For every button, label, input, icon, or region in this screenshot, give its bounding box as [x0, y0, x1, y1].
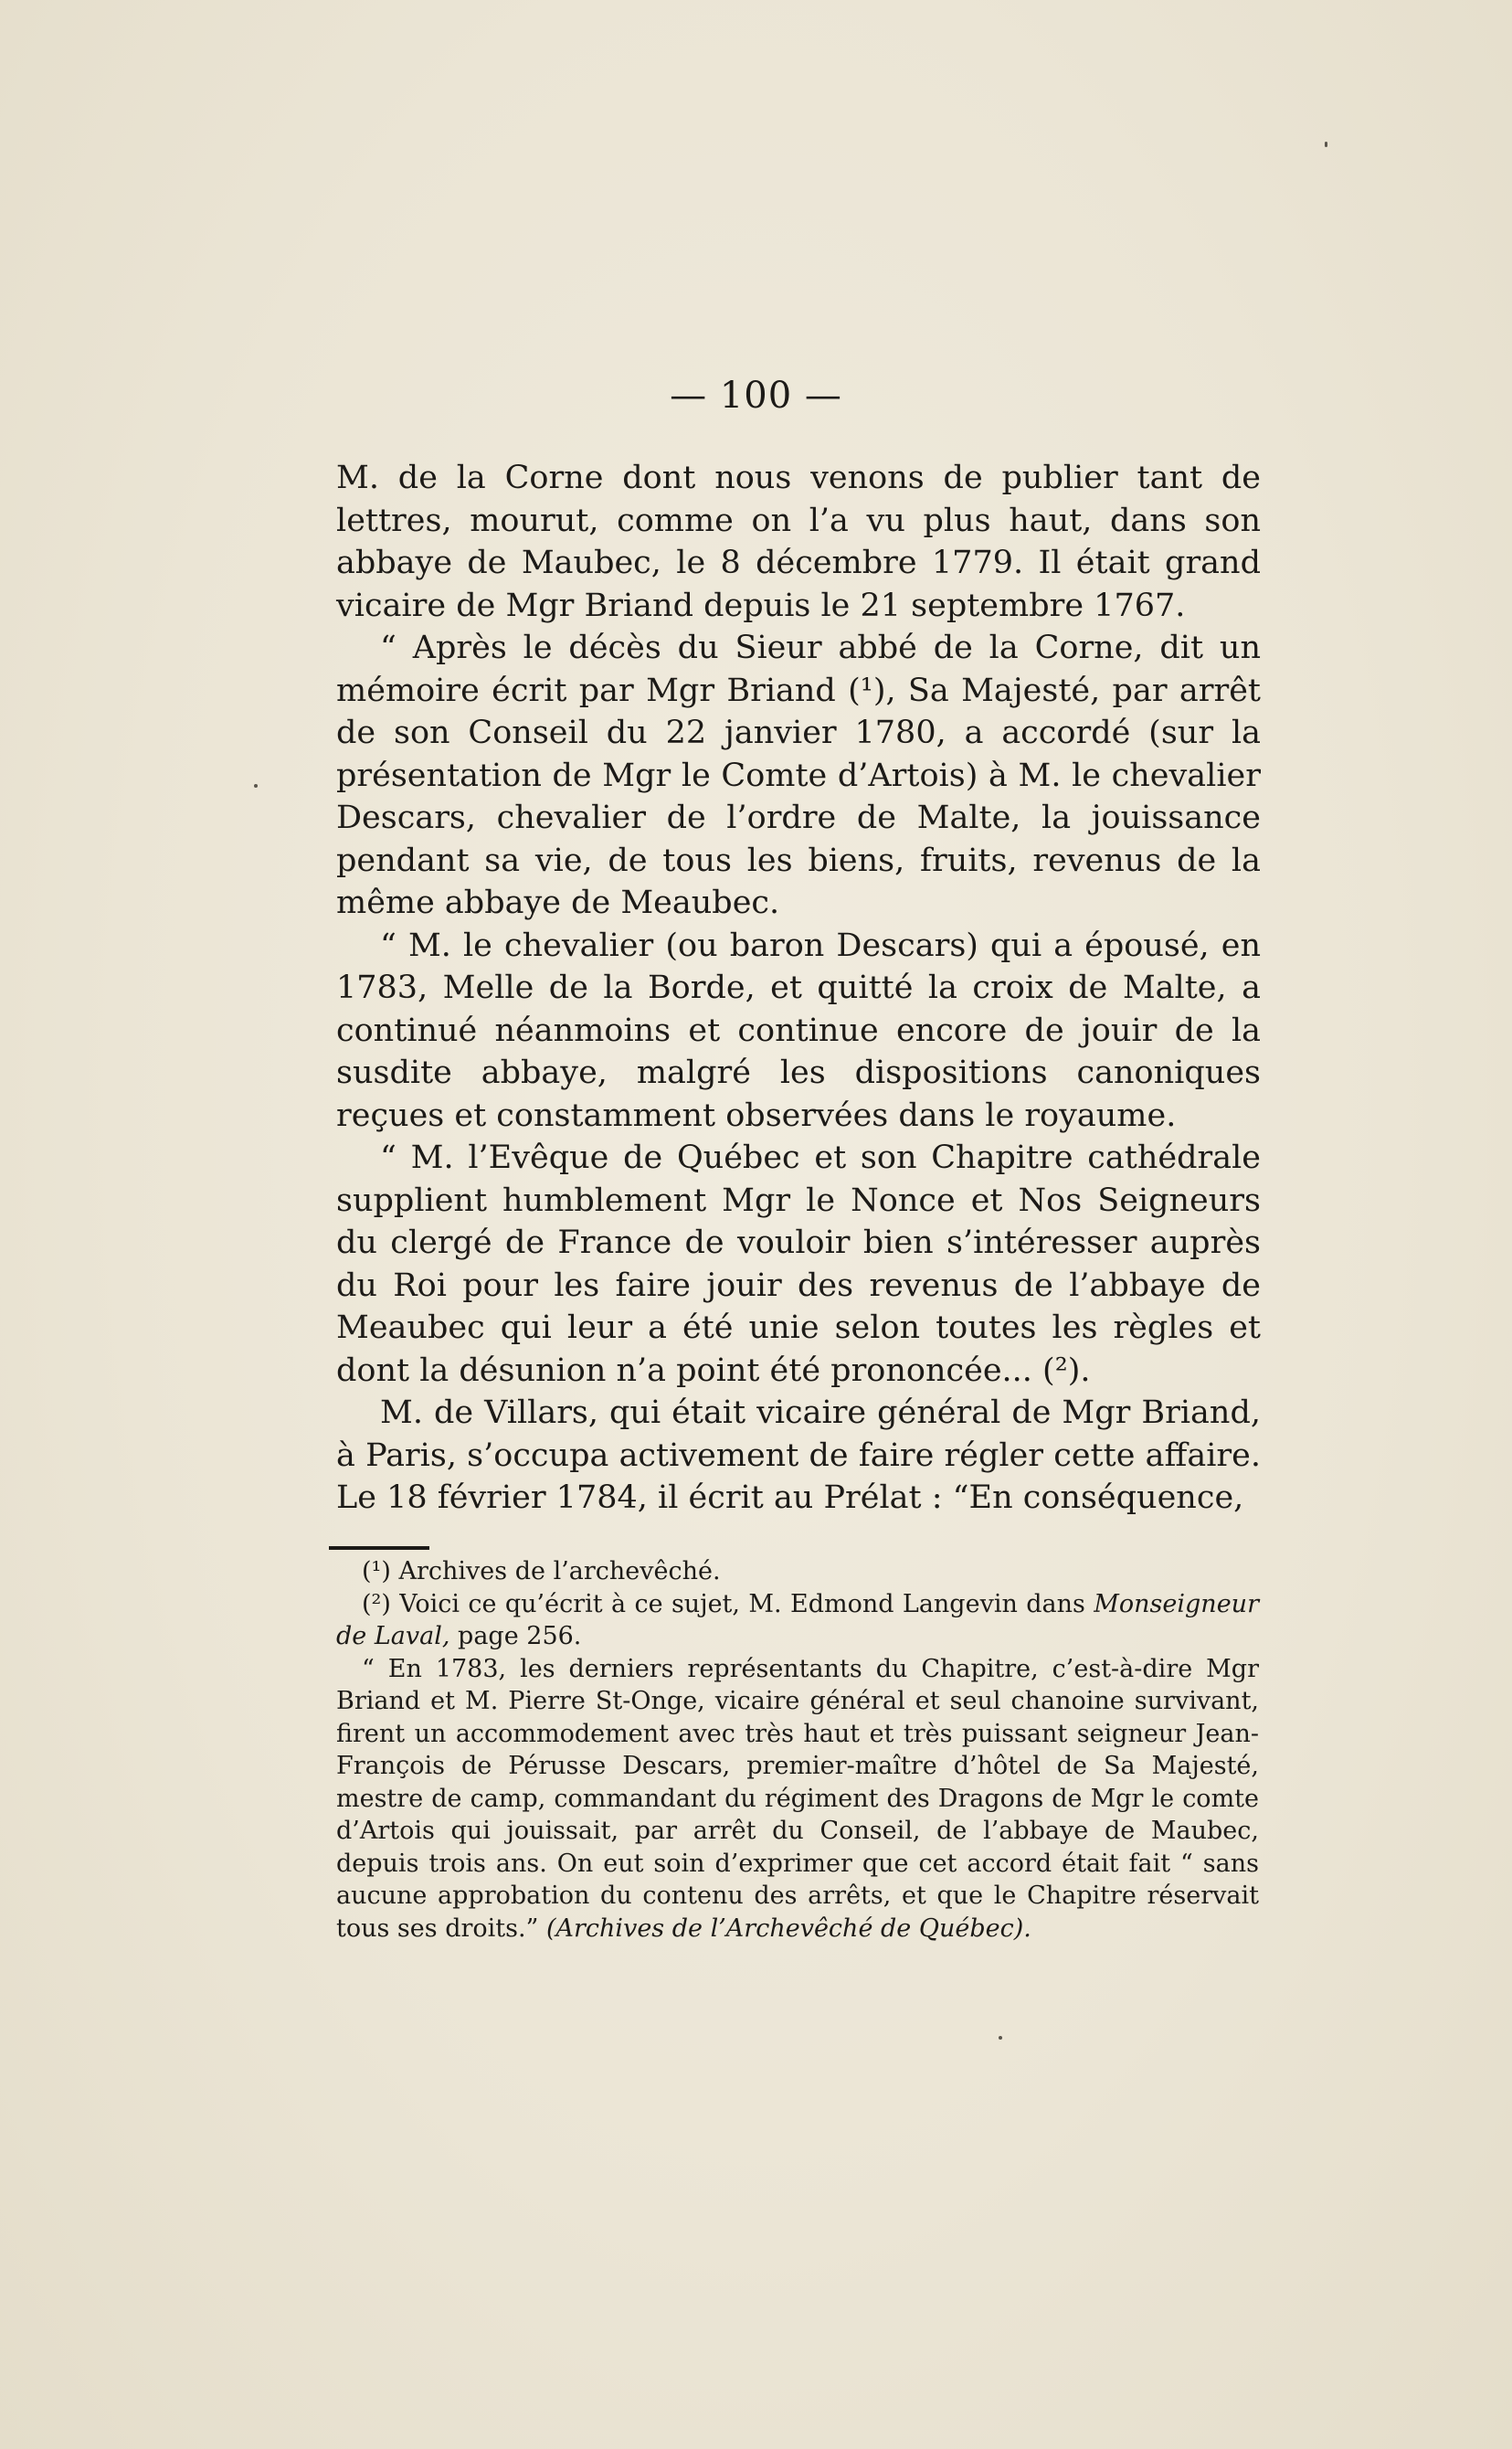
footnote-quote-source: (Archives de l’Archevêché de Québec). [545, 1914, 1031, 1943]
footnote-2-text: Voici ce qu’écrit à ce sujet, M. Edmond Langevin dans [399, 1589, 1085, 1618]
footnote-separator [329, 1546, 429, 1550]
paragraph-2: “ Après le décès du Sieur abbé de la Corne, dit un mémoire écrit par Mgr Briand (¹), Sa Majesté, par arrêt de son Conseil du 22 janvier 1780, a accordé (sur la présentation de Mgr le Comte d’Artois) à M. le chevalier Descars, chevalier de l’ordre de Malte, la jouissance pendant sa vie, de tous les biens, fruits, revenus de la même abbaye de Meaubec. [336, 630, 1261, 921]
page-number: — 100 — [670, 375, 842, 417]
footnote-1-text: Archives de l’archevêché. [398, 1557, 721, 1585]
footnote-2 [336, 1588, 1259, 1653]
paragraph-3: “ M. le chevalier (ou baron Descars) qui a épousé, en 1783, Melle de la Borde, et quitté la croix de Malte, a continué néanmoins et continue encore de jouir de la susdite abbaye, malgré les dispositions canoniques reçues et constamment observées dans le royaume. [336, 927, 1261, 1134]
paragraph-4: “ M. l’Evêque de Québec et son Chapitre cathédrale supplient humblement Mgr le Nonce et Nos Seigneurs du clergé de France de vouloir bien s’intéresser auprès du Roi pour les faire jouir des revenus de l’abbaye de Meaubec qui leur a été unie selon toutes les règles et dont la désunion n’a point été prononcée... (²). [336, 1140, 1261, 1389]
paper-speck [1325, 142, 1327, 147]
paragraph-5: M. de Villars, qui était vicaire général de Mgr Briand, à Paris, s’occupa activement de faire régler cette affaire. Le 18 février 1784, il écrit au Prélat : “En conséquence, [336, 1394, 1261, 1516]
footnote-2-page: page 256. [458, 1622, 582, 1650]
footnote-2-book-title: Monseigneur de Laval, [336, 1589, 1259, 1650]
footnote-1-mark: (¹) [362, 1557, 391, 1585]
footnote-quote-text: “ En 1783, les derniers représentants du Chapitre, c’est-à-dire Mgr Briand et M. Pierre St-Onge, vicaire général et seul chanoine survivant, firent un accommodement avec très haut et très puissant seigneur Jean-François de Pérusse Descars, premier-maître d’hôtel de Sa Majesté, mestre de camp, commandant du régiment des Dragons de Mgr le comte d’Artois qui jouissait, par arrêt du Conseil, de l’abbaye de Maubec, depuis trois ans. On eut soin d’exprimer que cet accord était fait “ sans aucune approbation du contenu des arrêts, et que le Chapitre réservait tous ses droits.” [336, 1654, 1259, 1943]
paper-speck [254, 784, 258, 788]
footnotes [336, 1555, 1259, 1945]
paper-speck [999, 2036, 1002, 2040]
paragraph-1: M. de la Corne dont nous venons de publier tant de lettres, mourut, comme on l’a vu plus haut, dans son abbaye de Maubec, le 8 décembre 1779. Il était grand vicaire de Mgr Briand depuis le 21 septembre 1767. [336, 460, 1261, 624]
footnote-quote [336, 1653, 1259, 1945]
footnote-2-mark: (²) [362, 1589, 391, 1618]
footnote-1 [336, 1555, 1259, 1588]
main-text [336, 457, 1261, 1520]
